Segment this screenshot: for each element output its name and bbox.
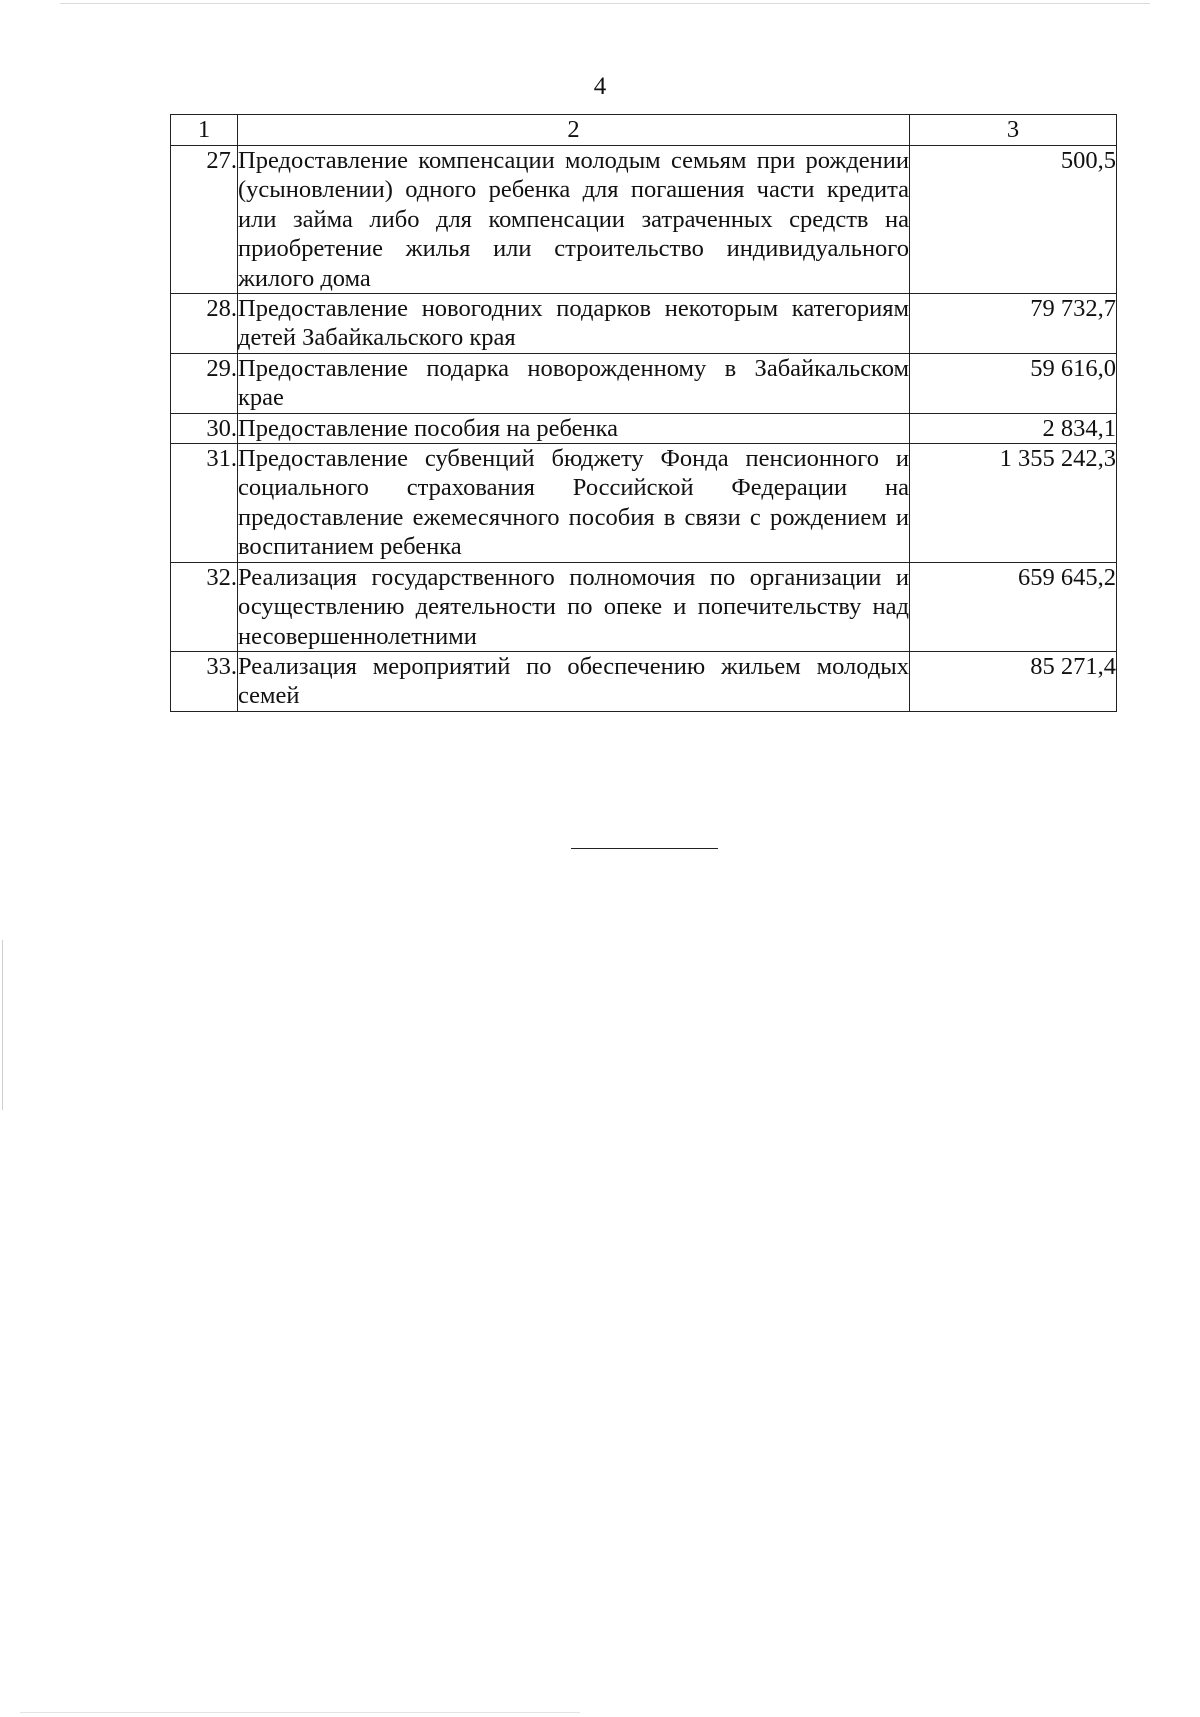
row-description: Предоставление новогодних подарков некоторым категориям детей Забайкальского края [238, 295, 909, 352]
row-description: Реализация государственного полномочия по организации и осуществлению деятельности по опеке и попечительству над несовершеннолетними [238, 563, 909, 650]
row-amount: 85 271,4 [910, 651, 1117, 711]
end-separator-line [571, 848, 718, 849]
table-row [171, 413, 1117, 443]
table-row [171, 444, 1117, 563]
page-number: 4 [593, 73, 607, 100]
row-amount: 659 645,2 [910, 562, 1117, 651]
column-header-number: 1 [171, 115, 238, 146]
column-header-amount: 3 [910, 115, 1117, 146]
row-description: Предоставление подарка новорожденному в Забайкальском крае [238, 354, 909, 412]
row-amount: 1 355 242,3 [910, 444, 1117, 563]
scan-edge-bottom [20, 1712, 580, 1713]
table-header-row [171, 115, 1117, 146]
table-row [171, 651, 1117, 711]
table-row [171, 146, 1117, 294]
row-number: 33. [171, 651, 238, 711]
budget-table [170, 114, 1117, 712]
row-number: 31. [171, 444, 238, 563]
row-amount: 500,5 [910, 146, 1117, 294]
row-description: Предоставление пособия на ребенка [238, 413, 910, 443]
row-number: 32. [171, 562, 238, 651]
scan-edge-top [60, 3, 1150, 4]
row-amount: 79 732,7 [910, 294, 1117, 354]
budget-table-container [170, 114, 1116, 712]
table-row [171, 353, 1117, 413]
row-description: Предоставление компенсации молодым семьям при рождении (усыновлении) одного ребенка для погашения части кредита или займа либо для компенсации затраченных средств на приобретение жилья или строительство индивидуального жилого дома [238, 147, 909, 292]
row-description: Предоставление субвенций бюджету Фонда пенсионного и социального страхования Российской Федерации на предоставление ежемесячного пособия в связи с рождением и воспитанием ребенка [238, 445, 909, 561]
row-number: 30. [171, 413, 238, 443]
column-header-description: 2 [238, 115, 910, 146]
row-amount: 2 834,1 [910, 413, 1117, 443]
row-description: Реализация мероприятий по обеспечению жильем молодых семей [238, 652, 909, 710]
scan-edge-left [2, 940, 3, 1110]
table-row [171, 294, 1117, 354]
row-number: 27. [171, 146, 238, 294]
row-number: 28. [171, 294, 238, 354]
row-amount: 59 616,0 [910, 353, 1117, 413]
table-row [171, 562, 1117, 651]
row-number: 29. [171, 353, 238, 413]
